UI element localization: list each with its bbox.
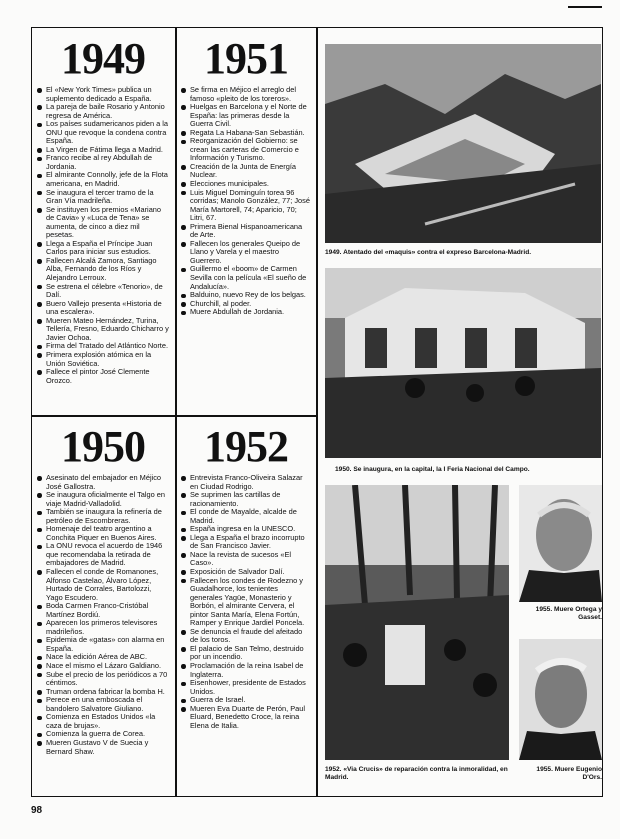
photo-caption: 1952. «Via Crucis» de reparación contra la inmoralidad, en Madrid. <box>325 766 508 781</box>
list-item: Entrevista Franco-Oliveira Salazar en Ciudad Rodrigo. <box>181 474 311 491</box>
list-item: Se estrena el célebre «Tenorio», de Dalí. <box>37 283 169 300</box>
event-list <box>37 474 169 756</box>
list-item: Fallecen el conde de Romanones, Alfonso Castelao, Álvaro López, Hurtado de Corrales, Bartolozzi, Yago Escudero. <box>37 568 169 602</box>
event-list <box>37 86 169 385</box>
list-item: Nace la revista de sucesos «El Caso». <box>181 551 311 568</box>
list-item: Primera Bienal Hispanoamericana de Arte. <box>181 223 311 240</box>
list-item: Homenaje del teatro argentino a Conchita Piquer en Buenos Aires. <box>37 525 169 542</box>
section-1952 <box>181 424 311 794</box>
list-item: Huelgas en Barcelona y el Norte de España: las primeras desde la Guerra Civil. <box>181 103 311 129</box>
list-item: Exposición de Salvador Dalí. <box>181 568 311 577</box>
list-item: Guillermo el «boom» de Carmen Sevilla con la película «El sueño de Andalucía». <box>181 265 311 291</box>
list-item: Eisenhower, presidente de Estados Unidos. <box>181 679 311 696</box>
photo-caption: 1950. Se inaugura, en la capital, la I Feria Nacional del Campo. <box>335 466 530 473</box>
list-item: Creación de la Junta de Energía Nuclear. <box>181 163 311 180</box>
list-item: El palacio de San Telmo, destruido por un incendio. <box>181 645 311 662</box>
list-item: La ONU revoca el acuerdo de 1946 que recomendaba la retirada de embajadores de Madrid. <box>37 542 169 568</box>
photo-eugenio-dors <box>519 639 602 760</box>
list-item: El conde de Mayalde, alcalde de Madrid. <box>181 508 311 525</box>
photo-caption: 1955. Muere Eugenio D'Ors. <box>536 766 602 781</box>
list-item: España ingresa en la UNESCO. <box>181 525 311 534</box>
list-item: Mueren Gustavo V de Suecia y Bernard Shaw. <box>37 739 169 756</box>
list-item: Balduino, nuevo Rey de los belgas. <box>181 291 311 300</box>
list-item: Sube el precio de los periódicos a 70 céntimos. <box>37 671 169 688</box>
list-item: Comienza la guerra de Corea. <box>37 730 169 739</box>
list-item: La pareja de baile Rosario y Antonio regresa de América. <box>37 103 169 120</box>
list-item: Proclamación de la reina Isabel de Inglaterra. <box>181 662 311 679</box>
list-item: Mueren Mateo Hernández, Turina, Tellería, Fresno, Eduardo Chicharro y Javier Ochoa. <box>37 317 169 343</box>
list-item: Se suprimen las cartillas de racionamiento. <box>181 491 311 508</box>
list-item: Se instituyen los premios «Mariano de Cavia» y «Luca de Tena» se aumenta, de cinco a diez mil pesetas. <box>37 206 169 240</box>
list-item: Perece en una emboscada el bandolero Salvatore Giuliano. <box>37 696 169 713</box>
list-item: Mueren Eva Duarte de Perón, Paul Eluard, Benedetto Croce, la reina Elena de Italia. <box>181 705 311 731</box>
list-item: Aparecen los primeros televisores madrileños. <box>37 619 169 636</box>
year-heading: 1950 <box>61 424 145 471</box>
list-item: Guerra de Israel. <box>181 696 311 705</box>
list-item: Nace el mismo el Lázaro Galdiano. <box>37 662 169 671</box>
list-item: Reorganización del Gobierno: se crean las carteras de Comercio e Información y Turismo. <box>181 137 311 163</box>
list-item: Nace la edición Aérea de ABC. <box>37 653 169 662</box>
list-item: Fallecen Alcalá Zamora, Santiago Alba, Fernando de los Ríos y Alejandro Lerroux. <box>37 257 169 283</box>
photo-feria-campo <box>325 268 601 458</box>
list-item: Buero Vallejo presenta «Historia de una escalera». <box>37 300 169 317</box>
column-divider <box>175 27 177 797</box>
list-item: Se inaugura oficialmente el Talgo en viaje Madrid-Valladolid. <box>37 491 169 508</box>
list-item: Firma del Tratado del Atlántico Norte. <box>37 342 169 351</box>
list-item: Llega a España el brazo incorrupto de San Francisco Javier. <box>181 534 311 551</box>
list-item: Comienza en Estados Unidos «la caza de brujas». <box>37 713 169 730</box>
photo-divider <box>316 27 318 797</box>
list-item: También se inaugura la refinería de petróleo de Escombreras. <box>37 508 169 525</box>
year-heading: 1952 <box>204 424 288 471</box>
list-item: Elecciones municipales. <box>181 180 311 189</box>
list-item: Churchill, al poder. <box>181 300 311 309</box>
list-item: Franco recibe al rey Abdullah de Jordania. <box>37 154 169 171</box>
list-item: La Virgen de Fátima llega a Madrid. <box>37 146 169 155</box>
list-item: El almirante Connolly, jefe de la Flota americana, en Madrid. <box>37 171 169 188</box>
list-item: Fallecen los generales Queipo de Llano y Varela y el maestro Guerrero. <box>181 240 311 266</box>
list-item: Muere Abdullah de Jordania. <box>181 308 311 317</box>
photo-caption: 1949. Atentado del «maquis» contra el expreso Barcelona-Madrid. <box>325 249 532 256</box>
list-item: Luis Miguel Dominguín torea 96 corridas; Manolo González, 77; José María Martorell, 74; Aparicio, 70; Litri, 67. <box>181 189 311 223</box>
row-divider <box>31 415 316 417</box>
page-number: 98 <box>31 805 43 816</box>
list-item: Los países sudamericanos piden a la ONU que revoque la condena contra España. <box>37 120 169 146</box>
list-item: El «New York Times» publica un suplemento dedicado a España. <box>37 86 169 103</box>
event-list <box>181 474 311 730</box>
section-1951 <box>181 36 311 412</box>
list-item: Se denuncia el fraude del afeitado de los toros. <box>181 628 311 645</box>
photo-caption: 1955. Muere Ortega y Gasset. <box>535 606 602 621</box>
list-item: Regata La Habana-San Sebastián. <box>181 129 311 138</box>
year-heading: 1951 <box>204 36 288 83</box>
list-item: Se inaugura el tercer tramo de la Gran Vía madrileña. <box>37 189 169 206</box>
section-1950 <box>37 424 169 794</box>
year-heading: 1949 <box>61 36 145 83</box>
photo-ortega-y-gasset <box>519 485 602 602</box>
list-item: Se firma en Méjico el arreglo del famoso «pleito de los toreros». <box>181 86 311 103</box>
list-item: Epidemia de «gatas» con alarma en España. <box>37 636 169 653</box>
event-list <box>181 86 311 317</box>
section-1949 <box>37 36 169 412</box>
list-item: Asesinato del embajador en Méjico José Gallostra. <box>37 474 169 491</box>
list-item: Primera explosión atómica en la Unión Soviética. <box>37 351 169 368</box>
list-item: Boda Carmen Franco-Cristóbal Martínez Bordiú. <box>37 602 169 619</box>
list-item: Llega a España el Príncipe Juan Carlos para iniciar sus estudios. <box>37 240 169 257</box>
list-item: Fallecen los condes de Rodezno y Guadalhorce, los tenientes generales Yagüe, Monasterio y Borbón, el almirante Cervera, el pintor Santa María, Elena Fortún, Ramper y Enrique Jardiel Poncela. <box>181 577 311 628</box>
top-rule <box>568 6 602 8</box>
photo-via-crucis <box>325 485 509 760</box>
list-item: Fallece el pintor José Clemente Orozco. <box>37 368 169 385</box>
list-item: Truman ordena fabricar la bomba H. <box>37 688 169 697</box>
photo-train-attack <box>325 44 601 243</box>
